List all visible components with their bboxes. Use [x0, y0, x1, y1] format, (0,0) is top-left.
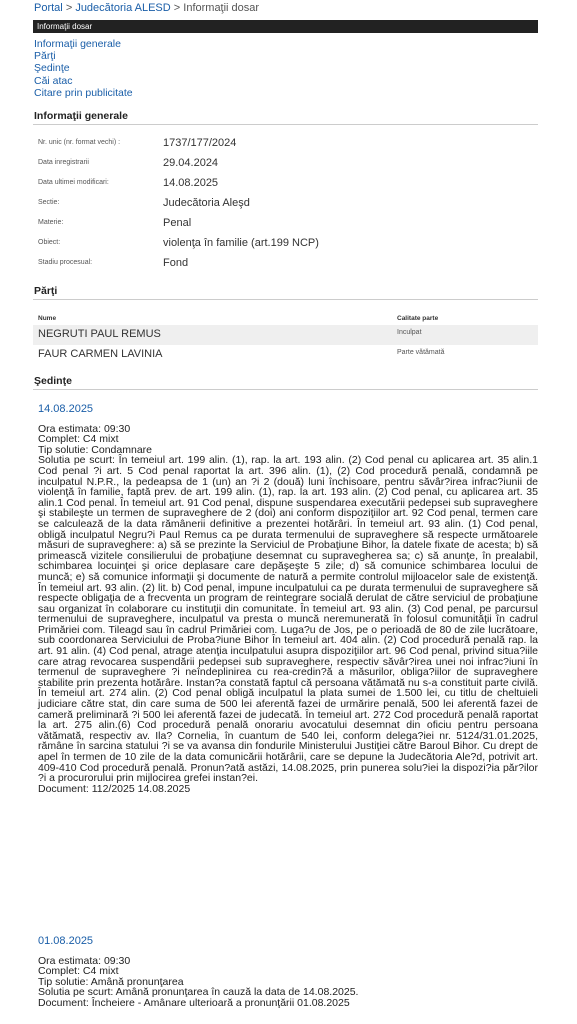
- info-label: Stadiu procesual:: [38, 259, 93, 266]
- hearing-date: 01.08.2025: [38, 935, 94, 947]
- party-row: [33, 325, 538, 345]
- hearing-ora: Ora estimata: 09:30: [38, 422, 131, 435]
- nav-link-informatii-generale[interactable]: Informaţii generale: [34, 38, 121, 50]
- hearing-item: [38, 936, 538, 1009]
- info-row: [33, 175, 538, 195]
- breadcrumb: [34, 2, 259, 14]
- hearing-date: 14.08.2025: [38, 403, 94, 415]
- breadcrumb-separator: >: [65, 2, 73, 14]
- section-heading-general: Informaţii generale: [34, 110, 128, 122]
- divider: [33, 389, 538, 390]
- divider: [33, 124, 538, 125]
- hearing-tip-solutie: Tip solutie: Amână pronunţarea: [38, 975, 184, 988]
- hearing-complet: Complet: C4 mixt: [38, 433, 119, 446]
- hearing-solutie: Solutia pe scurt: Amână pronunţarea în cauză la data de 14.08.2025.: [38, 986, 359, 999]
- nav-link-citare[interactable]: Citare prin publicitate: [34, 86, 133, 99]
- section-titlebar: Informaţii dosar: [33, 20, 538, 33]
- section-heading-parti: Părţi: [34, 285, 58, 297]
- hearing-solutie: Solutia pe scurt: În temeiul art. 199 alin. (1), rap. la art. 193 alin. (2) Cod penal cu aplicarea art. 35 alin.1 Cod penal ?i art. 5 Cod penal raportat la art. 396 alin. (1), (2) Cod procedură penală, condamnă pe inculpatul N.P.R., la pedeapsa de 1 (un) an ?i 2 (două) luni închisoare, pentru săvâr?irea infrac?iunii de violenţă în familie, faptă prev. de art. 199 alin. (1), rap. la art. 193 alin. (2) Cod penal, cu aplicarea art. 35 alin.1 Cod penal. În temeiul art. 91 Cod penal, dispune suspendarea executării pedepsei sub supraveghere şi stabileşte un termen de supraveghere de 2 (doi) ani conform dispoziţiilor art. 92 Cod penal, termen care se calculează de la data rămânerii definitive a prezentei hotărâri. În temeiul art. 93 alin. (1) Cod penal, obligă inculpatul Negru?i Paul Remus ca pe durata termenului de supraveghere să respecte următoarele măsuri de supraveghere: a) să se prezinte la Serviciul de Probaţiune Bihor, la datele fixate de acesta; b) să primească vizitele consilierului de probaţiune desemnat cu supravegherea sa; c) să anunţe, în prealabil, schimbarea locuinţei şi orice deplasare care depăşeşte 5 zile; d) să comunice schimbarea locului de muncă; e) să comunice informaţii şi documente de natură a permite controlul mijloacelor sale de existenţă. În temeiul art. 93 alin. (2) lit. b) Cod penal, impune inculpatului ca pe durata termenului de supraveghere să respecte obligaţia de a frecventa un program de reintegrare socială derulat de către serviciul de probaţiune sau organizat în colaborare cu instituţii din comunitate. În temeiul art. 93 alin. (3) Cod penal, pe parcursul termenului de supraveghere, inculpatul va presta o muncă neremunerată în folosul comunităţii în cadrul Primăriei com. Tileagd sau în cadrul Primăriei com. Luga?u de Jos, pe o perioadă de 80 de zile lucrătoare, sub coordonarea Serviciului de Proba?iune Bihor În temeiul art. 404 alin. (2) Cod procedură penală rap. la art. 91 alin. (4) Cod penal, atrage atenţia inculpatului asupra dispoziţiilor art. 96 Cod penal, privind situa?iile care atrag revocarea suspendării pedepsei sub supraveghere, respectiv săvâr?irea unei noi infrac?iuni în termenul de supraveghere ?i neîndeplinirea cu rea-credin?ă a măsurilor, obliga?iilor de supraveghere stabilite prin prezenta hotărâre. Instan?a constată faptul că persoana vătămată nu s-a constituit parte civilă. În temeiul art. 274 alin. (2) Cod penal obligă inculpatul la plata sumei de 1.500 lei, cu titlu de cheltuieli judiciare către stat, din care suma de 500 lei aferentă fazei de urmărire penală, 500 lei aferentă fazei de cameră preliminară ?i 500 lei aferentă fazei de judecată. În temeiul art. 272 Cod procedură penală raportat la art. 275 alin.(6) Cod procedură penală onorariu avocatului desemnat din oficiu pentru persoana vătămată, respectiv av. Ila? Cornelia, în cuantum de 540 lei, conform delega?iei nr. 5124/31.01.2025, rămâne în sarcina statului ?i se va avansa din fondurile Ministerului Justiţiei către Baroul Bihor. Cu drept de apel în termen de 10 zile de la data comunicării hotărârii, care se depune la Judecătoria Ale?d, potrivit art. 409-410 Cod procedură penală. Pronun?ată astăzi, 14.08.2025, prin punerea solu?iei la dispozi?ia păr?ilor ?i a procurorului prin mijlocirea grefei instan?ei.: [38, 454, 538, 785]
- info-row: [33, 155, 538, 175]
- nav-link-sedinte[interactable]: Şedinţe: [34, 62, 70, 75]
- breadcrumb-portal-link[interactable]: Portal: [34, 2, 63, 14]
- info-row: [33, 135, 538, 155]
- column-header-nume: Nume: [38, 315, 57, 322]
- party-name: NEGRUTI PAUL REMUS: [38, 328, 161, 340]
- section-heading-sedinte: Şedinţe: [34, 375, 72, 387]
- hearing-ora: Ora estimata: 09:30: [38, 954, 131, 967]
- section-nav: [34, 38, 133, 99]
- info-label: Materie:: [38, 219, 64, 226]
- info-row: [33, 215, 538, 235]
- hearing-item: [38, 404, 538, 794]
- info-value: 14.08.2025: [163, 177, 219, 189]
- party-calitate: Parte vătămată: [397, 349, 445, 356]
- party-name: FAUR CARMEN LAVINIA: [38, 348, 163, 360]
- hearing-complet: Complet: C4 mixt: [38, 965, 119, 978]
- nav-link-parti[interactable]: Părţi: [34, 50, 56, 63]
- column-header-calitate: Calitate parte: [397, 315, 439, 322]
- info-value: 1737/177/2024: [163, 137, 237, 149]
- info-row: [33, 255, 538, 275]
- info-label: Data ultimei modificari:: [38, 179, 109, 186]
- info-value: 29.04.2024: [163, 157, 219, 169]
- info-value: violenţa în familie (art.199 NCP): [163, 237, 319, 249]
- breadcrumb-current: Informaţii dosar: [183, 2, 260, 14]
- breadcrumb-court-link[interactable]: Judecătoria ALESD: [75, 2, 171, 14]
- hearing-tip-solutie: Tip solutie: Condamnare: [38, 443, 153, 456]
- breadcrumb-separator: >: [173, 2, 181, 14]
- info-value: Fond: [163, 257, 189, 269]
- info-label: Nr. unic (nr. format vechi) :: [38, 139, 121, 146]
- hearing-document: Document: Încheiere - Amânare ulterioară a pronunţării 01.08.2025: [38, 996, 350, 1009]
- nav-link-cai-atac[interactable]: Căi atac: [34, 74, 73, 87]
- parti-table-header: [33, 310, 538, 326]
- party-row: [33, 345, 538, 365]
- info-value: Judecătoria Aleşd: [163, 197, 250, 209]
- hearing-document: Document: 112/2025 14.08.2025: [38, 782, 191, 795]
- info-row: [33, 195, 538, 215]
- info-label: Obiect:: [38, 239, 61, 246]
- info-label: Sectie:: [38, 199, 60, 206]
- divider: [33, 299, 538, 300]
- info-label: Data inregistrarii: [38, 159, 89, 166]
- info-value: Penal: [163, 217, 192, 229]
- info-row: [33, 235, 538, 255]
- party-calitate: Inculpat: [397, 329, 422, 336]
